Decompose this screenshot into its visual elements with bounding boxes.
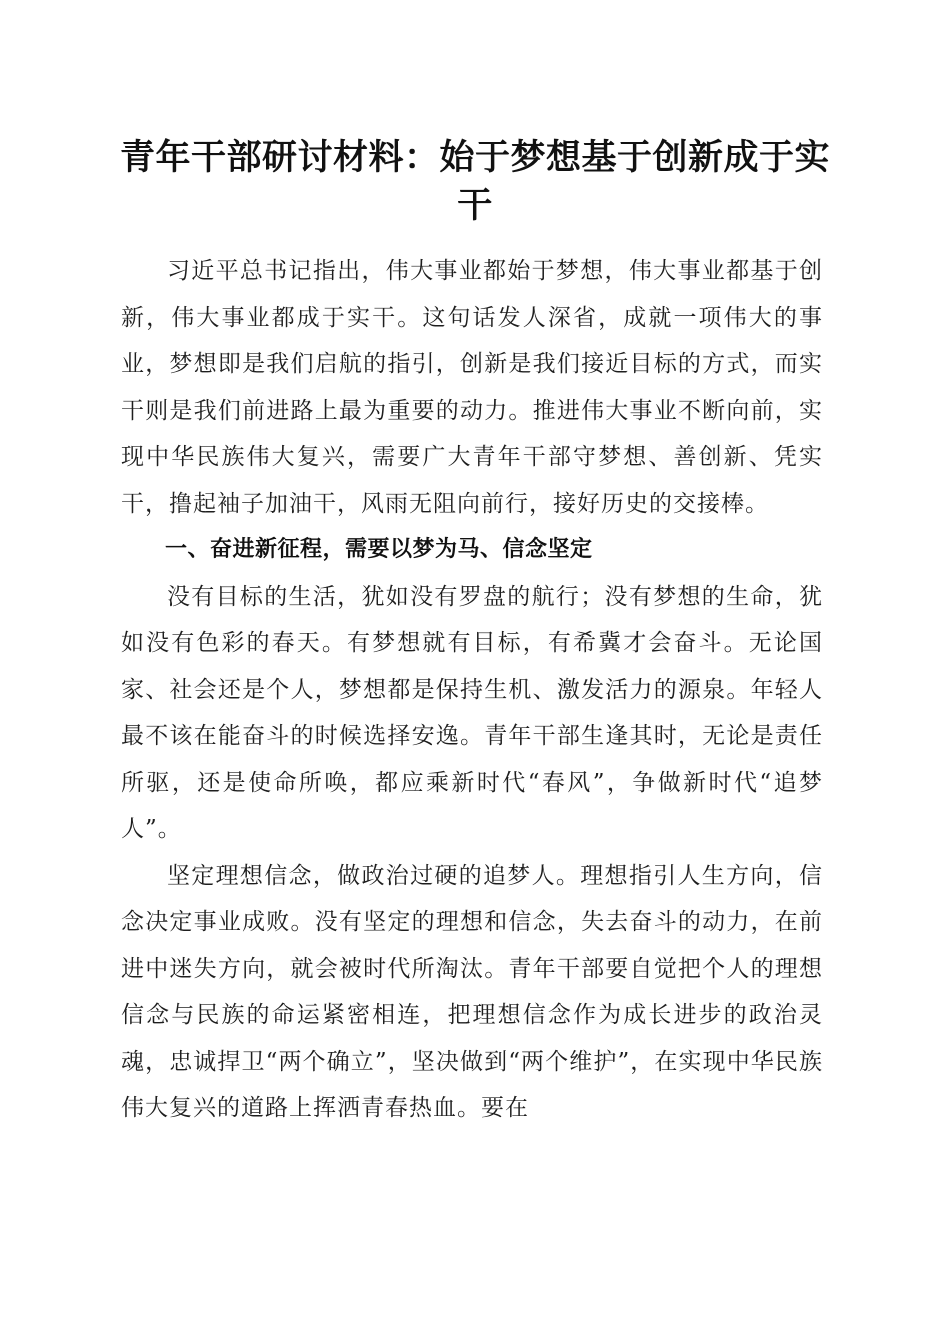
intro-paragraph: 习近平总书记指出，伟大事业都始于梦想，伟大事业都基于创新，伟大事业都成于实干。这句话发人深省，成就一项伟大的事业，梦想即是我们启航的指引，创新是我们接近目标的方式，而实干则是我们前进路上最为重要的动力。推进伟大事业不断向前，实现中华民族伟大复兴，需要广大青年干部守梦想、善创新、凭实干，撸起袖子加油干，风雨无阻向前行，接好历史的交接棒。: [121, 258, 823, 517]
section-paragraph-1: 没有目标的生活，犹如没有罗盘的航行；没有梦想的生命，犹如没有色彩的春天。有梦想就有目标，有希冀才会奋斗。无论国家、社会还是个人，梦想都是保持生机、激发活力的源泉。年轻人最不该在能奋斗的时候选择安逸。青年干部生逢其时，无论是责任所驱，还是使命所唤，都应乘新时代“春风”，争做新时代“追梦人”。: [121, 583, 823, 842]
document-body: [121, 248, 823, 1132]
section-paragraph-2: 坚定理想信念，做政治过硬的追梦人。理想指引人生方向，信念决定事业成败。没有坚定的理想和信念，失去奋斗的动力，在前进中迷失方向，就会被时代所淘汰。青年干部要自觉把个人的理想信念与民族的命运紧密相连，把理想信念作为成长进步的政治灵魂，忠诚捍卫“两个确立”，坚决做到“两个维护”，在实现中华民族伟大复兴的道路上挥洒青春热血。要在: [121, 862, 823, 1121]
document-title: 青年干部研讨材料：始于梦想基于创新成于实干: [119, 137, 830, 226]
section-heading: 一、奋进新征程，需要以梦为马、信念坚定: [165, 537, 593, 562]
